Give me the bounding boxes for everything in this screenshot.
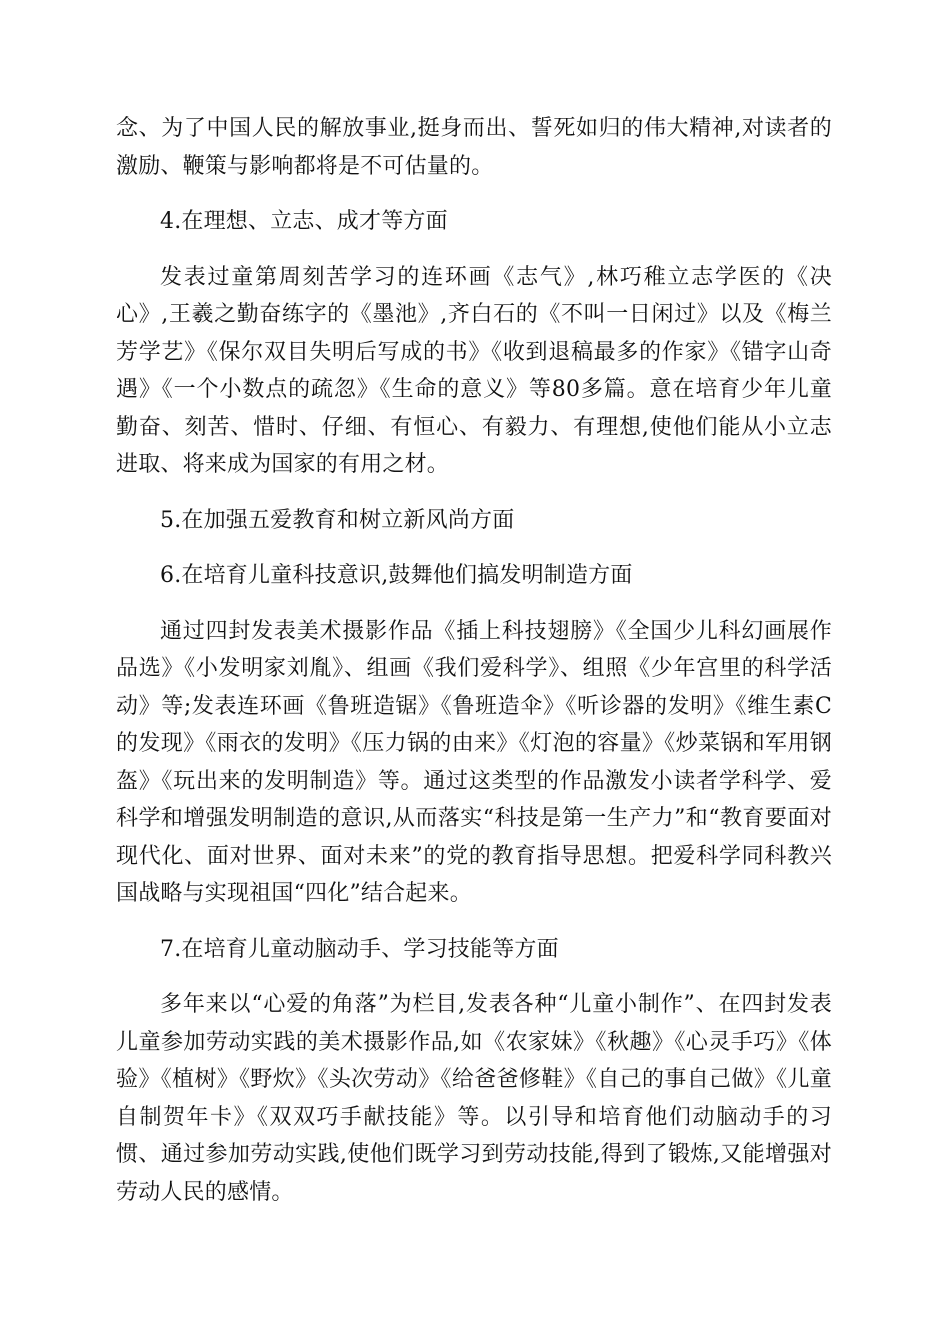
- section-6-heading: 6.在培育儿童科技意识,鼓舞他们搞发明制造方面: [160, 563, 633, 588]
- document-body: [116, 110, 832, 1229]
- section-4-paragraph: 发表过童第周刻苦学习的连环画《志气》,林巧稚立志学医的《决心》,王羲之勤奋练字的《墨池》,齐白石的《不叫一日闲过》以及《梅兰芳学艺》《保尔双目失明后写成的书》《收到退稿最多的作家》《错字山奇遇》《一个小数点的疏忽》《生命的意义》等80多篇。意在培育少年儿童勤奋、刻苦、惜时、仔细、有恒心、有毅力、有理想,使他们能从小立志进取、将来成为国家的有用之材。: [116, 264, 832, 477]
- section-6-paragraph: 通过四封发表美术摄影作品《插上科技翅膀》《全国少儿科幻画展作品选》《小发明家刘胤》、组画《我们爱科学》、组照《少年宫里的科学活动》等;发表连环画《鲁班造锯》《鲁班造伞》《听诊器的发明》《维生素C的发现》《雨衣的发明》《压力锅的由来》《灯泡的容量》《炒菜锅和军用钢盔》《玩出来的发明制造》等。通过这类型的作品激发小读者学科学、爱科学和增强发明制造的意识,从而落实“科技是第一生产力”和“教育要面对现代化、面对世界、面对未来”的党的教育指导思想。把爱科学同科教兴国战略与实现祖国“四化”结合起来。: [116, 618, 832, 906]
- continuation-paragraph: 念、为了中国人民的解放事业,挺身而出、誓死如归的伟大精神,对读者的激励、鞭策与影响都将是不可估量的。: [116, 116, 832, 179]
- section-5-heading: 5.在加强五爱教育和树立新风尚方面: [160, 507, 515, 533]
- section-7-paragraph: 多年来以“心爱的角落”为栏目,发表各种“儿童小制作”、在四封发表儿童参加劳动实践的美术摄影作品,如《农家妹》《秋趣》《心灵手巧》《体验》《植树》《野炊》《头次劳动》《给爸爸修鞋》《自己的事自己做》《儿童自制贺年卡》《双双巧手献技能》等。以引导和培育他们动脑动手的习惯、通过参加劳动实践,使他们既学习到劳动技能,得到了锻炼,又能增强对劳动人民的感情。: [116, 992, 832, 1205]
- section-7-heading: 7.在培育儿童动脑动手、学习技能等方面: [160, 936, 559, 962]
- section-4-heading: 4.在理想、立志、成才等方面: [160, 209, 448, 234]
